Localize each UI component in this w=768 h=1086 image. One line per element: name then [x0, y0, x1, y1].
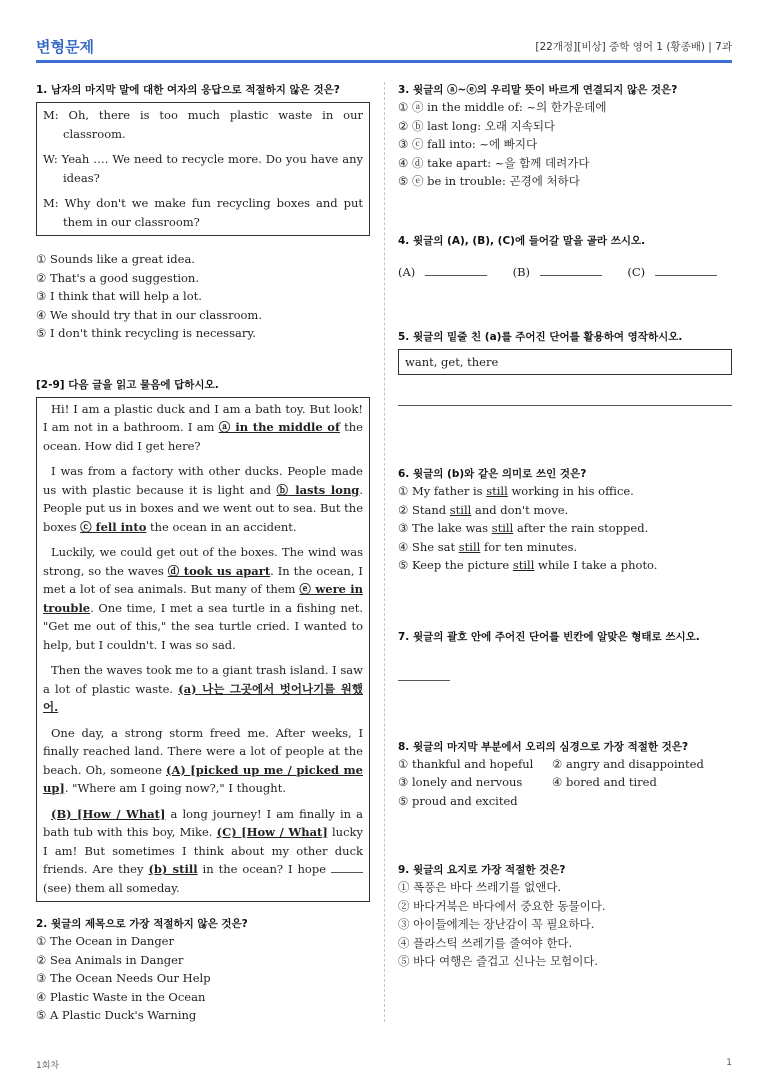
option: ⑤ I don't think recycling is necessary.	[36, 326, 256, 340]
passage-section	[36, 377, 370, 903]
option: ① 폭풍은 바다 쓰레기를 없앤다.	[398, 880, 562, 894]
passage-paragraph: Hi! I am a plastic duck and I am a bath toy. But look! I am not in a bathroom. I am ⓐ in the middle of the ocean. How did I get here?	[43, 401, 363, 453]
header-divider	[36, 60, 732, 63]
option: ⑤ ⓔ be in trouble: 곤경에 처하다	[398, 174, 580, 188]
option: ② That's a good suggestion.	[36, 270, 199, 285]
option: ② Stand still and don't move.	[398, 502, 569, 517]
question-4-title: 4. 윗글의 (A), (B), (C)에 들어갈 말을 골라 쓰시오.	[398, 234, 646, 247]
option: ④ bored and tired	[552, 775, 657, 789]
option: ① thankful and hopeful	[398, 756, 534, 771]
question-5	[398, 329, 732, 406]
question-7	[398, 629, 732, 681]
option: ① The Ocean in Danger	[36, 934, 174, 948]
question-4	[398, 233, 732, 282]
left-column	[36, 82, 370, 1025]
dialog-box	[36, 102, 370, 236]
option: ④ We should try that in our classroom.	[36, 307, 262, 322]
question-4-answers: (A) (B) (C)	[398, 263, 732, 282]
answer-blank[interactable]	[398, 667, 450, 681]
question-1-title: 1. 남자의 마지막 말에 대한 여자의 응답으로 적절하지 않은 것은?	[36, 84, 340, 96]
question-2-options	[36, 932, 370, 1025]
question-1-options	[36, 250, 370, 343]
option: ① ⓐ in the middle of: ~의 한가운데에	[398, 100, 607, 114]
option: ② Sea Animals in Danger	[36, 952, 184, 967]
option: ③ The Ocean Needs Our Help	[36, 971, 211, 985]
option: ⑤ proud and excited	[398, 793, 518, 808]
dialog-line: M: Why don't we make fun recycling boxes and put them in our classroom?	[43, 196, 363, 229]
question-8-title: 8. 윗글의 마지막 부분에서 오리의 심경으로 가장 적절한 것은?	[398, 740, 689, 753]
course-info: [22개정][비상] 중학 영어 1 (황종배) | 7과	[535, 41, 732, 53]
right-column	[398, 82, 732, 971]
passage-paragraph: Then the waves took me to a giant trash island. I saw a lot of plastic waste. (a) 나는 그곳에서 벗어나기를 원했어.	[43, 663, 364, 714]
option: ⑤ Keep the picture still while I take a photo.	[398, 558, 658, 572]
question-8	[398, 739, 732, 811]
answer-blank-c[interactable]	[655, 264, 717, 276]
question-3-options	[398, 98, 732, 191]
question-9-options	[398, 878, 732, 971]
page-title: 변형문제	[36, 38, 94, 56]
option: ④ She sat still for ten minutes.	[398, 539, 578, 554]
page-number: 1	[726, 1058, 732, 1068]
page-header	[36, 36, 732, 62]
dialog-line: W: Yeah …. We need to recycle more. Do you have any ideas?	[43, 152, 363, 185]
question-6-options	[398, 482, 732, 575]
option: ② angry and disappointed	[552, 756, 704, 771]
answer-blank-a[interactable]	[425, 264, 487, 276]
option: ② 바다거북은 바다에서 중요한 동물이다.	[398, 898, 606, 913]
option: ③ The lake was still after the rain stopped.	[398, 521, 649, 535]
question-6	[398, 466, 732, 575]
option: ③ I think that will help a lot.	[36, 289, 202, 303]
answer-blank	[331, 861, 363, 873]
passage-paragraph: One day, a strong storm freed me. After weeks, I finally reached land. There were a lot of people at the beach. Oh, someone (A) [picked up me / picked me up]. "Where am I going now?," I thought.	[43, 725, 363, 795]
dialog-line: M: Oh, there is too much plastic waste in our classroom.	[43, 108, 363, 141]
option: ④ 플라스틱 쓰레기를 줄여야 한다.	[398, 935, 573, 950]
option: ③ ⓒ fall into: ~에 빠지다	[398, 137, 538, 151]
option: ③ 아이들에게는 장난감이 꼭 필요하다.	[398, 917, 595, 931]
column-divider	[384, 82, 385, 1022]
question-2	[36, 916, 370, 1025]
option: ⑤ 바다 여행은 즐겁고 신나는 모험이다.	[398, 954, 599, 968]
question-3	[398, 82, 732, 191]
option: ⑤ A Plastic Duck's Warning	[36, 1008, 197, 1022]
passage-paragraph: Luckily, we could get out of the boxes. The wind was strong, so the waves ⓓ took us apart. In the ocean, I met a lot of sea animals. But many of them ⓔ were in trouble. One time, I met a sea turtle in a fishing net. "Get me out of this," the sea turtle cried. I wanted to help, but I couldn't. I was so sad.	[43, 545, 363, 652]
question-3-title: 3. 윗글의 ⓐ~ⓔ의 우리말 뜻이 바르게 연결되지 않은 것은?	[398, 84, 678, 96]
passage-title: [2-9] 다음 글을 읽고 물음에 답하시오.	[36, 378, 219, 391]
option: ② ⓑ last long: 오래 지속되다	[398, 118, 556, 133]
passage-paragraph: I was from a factory with other ducks. People made us with plastic because it is light and ⓑ lasts long. People put us in boxes and we went out to sea. But the boxes ⓒ fell into the ocean in an accident.	[43, 464, 364, 534]
answer-blank-b[interactable]	[540, 264, 602, 276]
option: ① My father is still working in his office.	[398, 484, 634, 498]
given-words-box: want, get, there	[398, 349, 732, 375]
question-2-title: 2. 윗글의 제목으로 가장 적절하지 않은 것은?	[36, 918, 248, 930]
passage-paragraph: (B) [How / What] a long journey! I am finally in a bath tub with this boy, Mike. (C) [How / What] lucky I am! But sometimes I think about my other duck friends. Are they (b) still in the ocean? I hope (see) them all someday.	[43, 806, 364, 895]
question-9	[398, 862, 732, 971]
footer-session: 1회차	[36, 1061, 60, 1071]
option: ① Sounds like a great idea.	[36, 252, 195, 266]
passage-box	[36, 397, 370, 903]
question-7-title: 7. 윗글의 괄호 안에 주어진 단어를 빈칸에 알맞은 형태로 쓰시오.	[398, 630, 700, 643]
answer-line[interactable]	[398, 405, 732, 406]
question-1	[36, 82, 370, 343]
option: ④ ⓓ take apart: ~을 함께 데려가다	[398, 155, 590, 170]
question-6-title: 6. 윗글의 (b)와 같은 의미로 쓰인 것은?	[398, 468, 587, 480]
question-5-title: 5. 윗글의 밑줄 친 (a)를 주어진 단어를 활용하여 영작하시오.	[398, 331, 683, 343]
question-8-options	[398, 755, 732, 811]
option: ③ lonely and nervous	[398, 775, 523, 789]
option: ④ Plastic Waste in the Ocean	[36, 989, 206, 1004]
question-9-title: 9. 윗글의 요지로 가장 적절한 것은?	[398, 864, 566, 876]
